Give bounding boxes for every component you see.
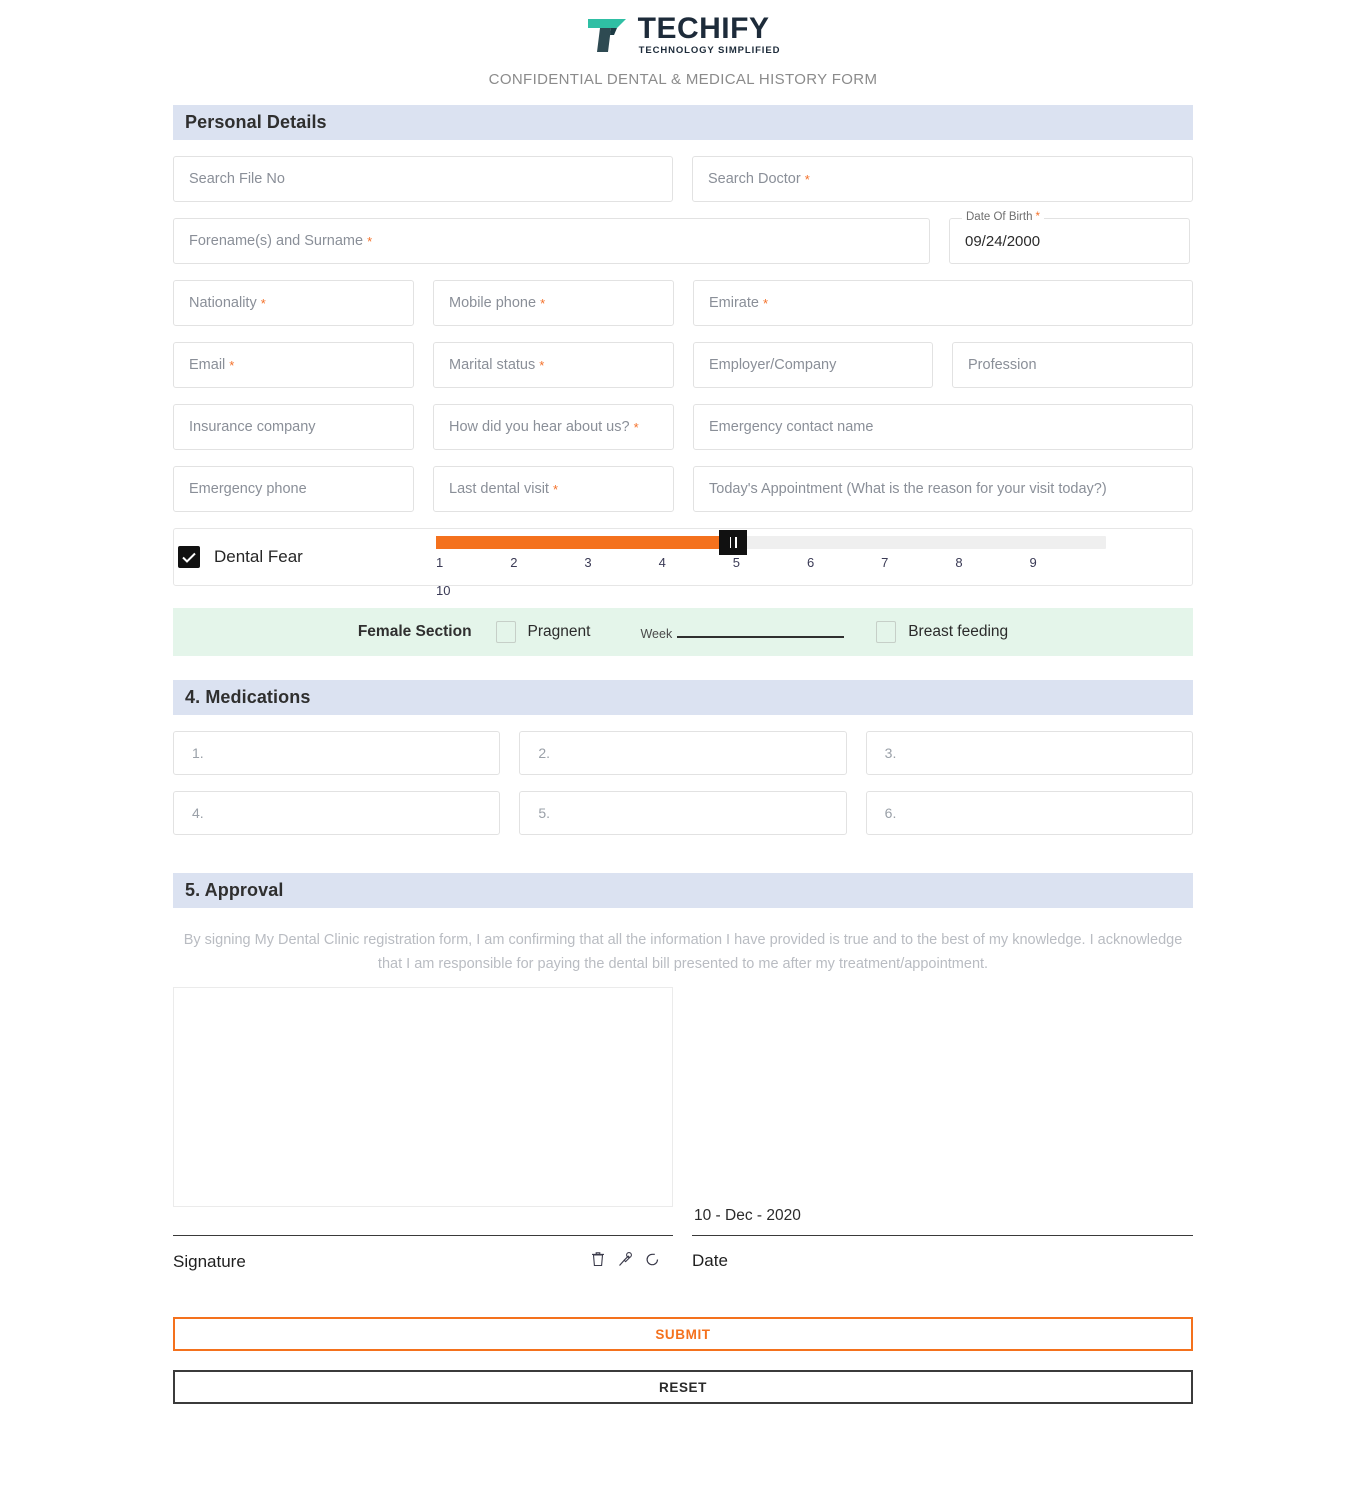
required-star: * bbox=[762, 295, 769, 311]
mobile-phone-input[interactable] bbox=[433, 280, 674, 326]
form-row-6 bbox=[173, 466, 1193, 512]
medication-label-4: 4. bbox=[192, 805, 204, 821]
logo-mark-icon bbox=[586, 15, 630, 55]
medication-input-1[interactable] bbox=[173, 731, 500, 775]
required-star: * bbox=[552, 481, 559, 497]
date-of-birth-value: 09/24/2000 bbox=[965, 232, 1041, 250]
required-star: * bbox=[539, 357, 545, 373]
required-star: * bbox=[633, 419, 639, 435]
medication-label-3: 3. bbox=[884, 745, 897, 761]
nationality-label: Nationality bbox=[189, 295, 257, 311]
signature-caption: Signature bbox=[173, 1251, 246, 1271]
breast-feeding-option[interactable] bbox=[876, 621, 1008, 643]
handle-grip-line bbox=[735, 537, 737, 548]
search-file-no-label: Search File No bbox=[189, 171, 285, 187]
search-doctor-label: Search Doctor bbox=[708, 171, 801, 187]
slider-tick: 8 bbox=[955, 555, 963, 570]
dental-fear-label: Dental Fear bbox=[214, 547, 303, 566]
form-row-5 bbox=[173, 404, 1193, 450]
insurance-company-input[interactable] bbox=[173, 404, 414, 450]
slider-fill bbox=[436, 536, 733, 549]
search-file-no-input[interactable] bbox=[173, 156, 673, 202]
date-of-birth-field[interactable] bbox=[949, 211, 1190, 264]
emirate-label: Emirate bbox=[709, 295, 759, 311]
medications-row-2 bbox=[173, 791, 1193, 835]
forename-surname-input[interactable] bbox=[173, 218, 930, 264]
email-input[interactable] bbox=[173, 342, 414, 388]
week-label: Week bbox=[640, 627, 673, 641]
employer-company-input[interactable] bbox=[693, 342, 933, 388]
slider-tick-10: 10 bbox=[436, 583, 451, 598]
form-row-3 bbox=[173, 280, 1193, 326]
emirate-input[interactable] bbox=[693, 280, 1193, 326]
form-row-1 bbox=[173, 156, 1193, 202]
slider-tick: 6 bbox=[806, 555, 815, 570]
slider-tick: 4 bbox=[658, 555, 666, 570]
emergency-phone-input[interactable] bbox=[173, 466, 414, 512]
signature-column bbox=[173, 987, 673, 1236]
slider-tick: 9 bbox=[1029, 555, 1037, 570]
signature-caption-group bbox=[173, 1236, 673, 1272]
pregnant-label: Pragnent bbox=[527, 623, 591, 640]
slider-tick: 7 bbox=[881, 555, 889, 570]
date-of-birth-label: Date Of Birth * bbox=[962, 211, 1044, 223]
medications-row-1 bbox=[173, 731, 1193, 775]
search-doctor-input[interactable] bbox=[692, 156, 1193, 202]
pen-icon[interactable] bbox=[618, 1251, 632, 1272]
dental-fear-left bbox=[174, 546, 436, 568]
signature-tools bbox=[591, 1251, 673, 1272]
forename-surname-label: Forename(s) and Surname bbox=[189, 233, 364, 249]
employer-company-label: Employer/Company bbox=[709, 357, 837, 373]
form-row-4 bbox=[173, 342, 1193, 388]
page-header bbox=[0, 0, 1366, 88]
medication-label-1: 1. bbox=[192, 745, 204, 761]
dental-fear-checkbox[interactable] bbox=[178, 546, 200, 568]
marital-status-label: Marital status bbox=[449, 357, 536, 373]
medication-input-4[interactable] bbox=[173, 791, 500, 835]
medication-label-6: 6. bbox=[884, 805, 897, 821]
last-dental-visit-input[interactable] bbox=[433, 466, 674, 512]
week-input[interactable] bbox=[677, 623, 844, 638]
breast-feeding-checkbox[interactable] bbox=[876, 621, 896, 643]
pregnant-option[interactable] bbox=[496, 621, 591, 643]
medication-input-5[interactable] bbox=[519, 791, 846, 835]
female-section bbox=[173, 608, 1193, 656]
date-column bbox=[692, 987, 1193, 1236]
check-icon bbox=[182, 552, 196, 563]
logo-wordmark: TECHIFY bbox=[637, 12, 770, 46]
slider-tick-labels bbox=[436, 555, 1106, 570]
emergency-contact-name-input[interactable] bbox=[693, 404, 1193, 450]
email-label: Email bbox=[189, 357, 226, 373]
required-star: * bbox=[804, 171, 810, 187]
undo-icon[interactable] bbox=[645, 1251, 660, 1272]
logo-text bbox=[638, 14, 781, 56]
slider-tick: 5 bbox=[732, 555, 740, 570]
medication-label-2: 2. bbox=[538, 745, 551, 761]
techify-logo bbox=[586, 14, 781, 56]
form-subtitle: CONFIDENTIAL DENTAL & MEDICAL HISTORY FORM bbox=[488, 71, 878, 88]
slider-handle[interactable] bbox=[719, 530, 747, 555]
profession-input[interactable] bbox=[952, 342, 1193, 388]
breast-feeding-label: Breast feeding bbox=[908, 623, 1009, 640]
insurance-company-label: Insurance company bbox=[189, 419, 316, 435]
required-star: * bbox=[367, 233, 373, 249]
female-section-title: Female Section bbox=[357, 623, 472, 640]
medication-label-5: 5. bbox=[538, 805, 551, 821]
form-row-2 bbox=[173, 211, 1193, 264]
slider-tick: 3 bbox=[584, 555, 592, 570]
mobile-phone-label: Mobile phone bbox=[449, 295, 537, 311]
section-header-medications: 4. Medications bbox=[173, 680, 1193, 715]
dental-fear-block bbox=[173, 528, 1193, 598]
required-star: * bbox=[1035, 211, 1040, 223]
date-value: 10 - Dec - 2020 bbox=[694, 1207, 801, 1224]
signature-canvas[interactable] bbox=[173, 987, 673, 1207]
approval-statement: By signing My Dental Clinic registration form, I am confirming that all the information I have provided is true and to the best of my knowledge. I acknowledge that I am responsible for paying the dental bill presented to me after my treatment/appointment. bbox=[183, 932, 1183, 972]
section-header-approval: 5. Approval bbox=[173, 873, 1193, 908]
marital-status-input[interactable] bbox=[433, 342, 674, 388]
signature-date-grid bbox=[173, 987, 1193, 1236]
emergency-contact-name-label: Emergency contact name bbox=[709, 419, 874, 435]
caption-row bbox=[173, 1236, 1193, 1272]
how-did-you-hear-label: How did you hear about us? bbox=[449, 419, 630, 435]
medication-input-3[interactable] bbox=[866, 731, 1193, 775]
section-header-personal-details: Personal Details bbox=[173, 105, 1193, 140]
slider-tick: 2 bbox=[510, 555, 518, 570]
submit-button[interactable]: SUBMIT bbox=[173, 1317, 1193, 1351]
profession-label: Profession bbox=[968, 357, 1037, 373]
required-star: * bbox=[229, 357, 235, 373]
date-caption: Date bbox=[692, 1251, 728, 1270]
required-star: * bbox=[540, 295, 546, 311]
nationality-input[interactable] bbox=[173, 280, 414, 326]
dental-fear-slider[interactable] bbox=[436, 528, 1192, 598]
date-caption-group bbox=[692, 1236, 1193, 1272]
form-body bbox=[173, 88, 1193, 1404]
todays-appointment-label: Today's Appointment (What is the reason for your visit today?) bbox=[709, 481, 1107, 497]
medication-input-6[interactable] bbox=[866, 791, 1193, 835]
week-group bbox=[640, 623, 844, 641]
slider-tick: 1 bbox=[436, 555, 444, 570]
todays-appointment-input[interactable] bbox=[693, 466, 1193, 512]
last-dental-visit-label: Last dental visit bbox=[449, 481, 549, 497]
required-star: * bbox=[260, 295, 266, 311]
handle-grip-line bbox=[730, 537, 732, 548]
reset-button[interactable]: RESET bbox=[173, 1370, 1193, 1404]
medication-input-2[interactable] bbox=[519, 731, 846, 775]
logo-tagline: TECHNOLOGY SIMPLIFIED bbox=[638, 45, 781, 57]
emergency-phone-label: Emergency phone bbox=[189, 481, 307, 497]
trash-icon[interactable] bbox=[591, 1251, 605, 1272]
pregnant-checkbox[interactable] bbox=[496, 621, 516, 643]
how-did-you-hear-input[interactable] bbox=[433, 404, 674, 450]
